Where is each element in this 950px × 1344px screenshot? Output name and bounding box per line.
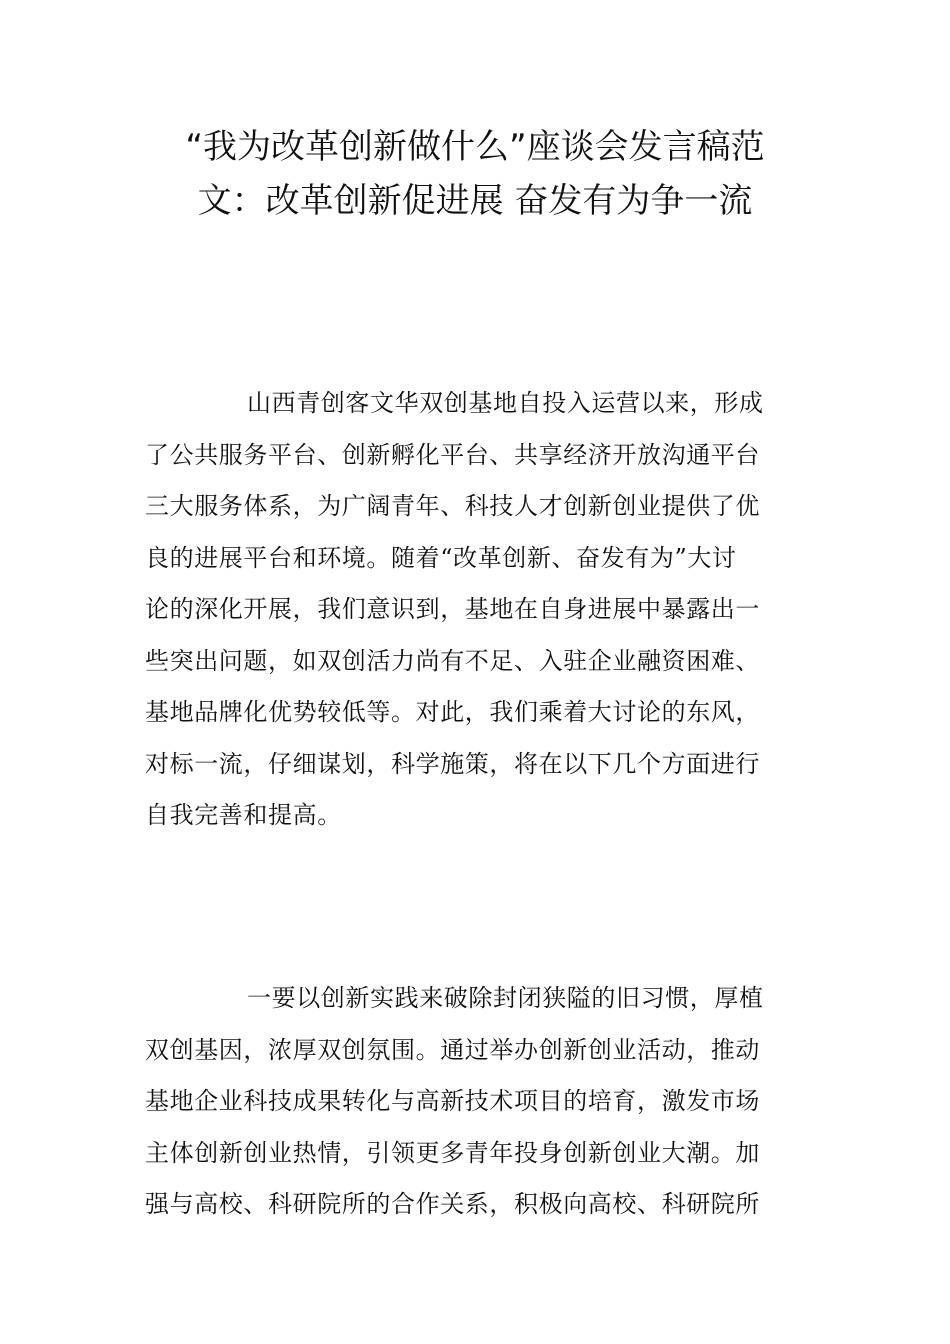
document-title <box>145 120 805 228</box>
paragraph-line: 山西青创客文华双创基地自投入运营以来，形成 <box>247 389 764 417</box>
title-line: “我为改革创新做什么”座谈会发言稿范 <box>185 127 765 167</box>
paragraph-line: 基地企业科技成果转化与高新技术项目的培育，激发市场 <box>145 1087 760 1115</box>
paragraph-line: 论的深化开展，我们意识到，基地在自身进展中暴露出一 <box>145 595 760 623</box>
paragraph-line: 基地品牌化优势较低等。对此，我们乘着大讨论的东风， <box>145 698 760 726</box>
paragraph-line: 强与高校、科研院所的合作关系，积极向高校、科研院所 <box>145 1190 760 1218</box>
paragraph-line: 良的进展平台和环境。随着“改革创新、奋发有为”大讨 <box>145 543 737 572</box>
paragraph-line: 双创基因，浓厚双创氛围。通过举办创新创业活动，推动 <box>145 1035 760 1064</box>
body-paragraph-1 <box>145 378 805 842</box>
body-paragraph-2 <box>145 973 805 1231</box>
paragraph-line: 对标一流，仔细谋划，科学施策，将在以下几个方面进行 <box>145 749 760 778</box>
title-line: 文：改革创新促进展 奋发有为争一流 <box>197 181 753 221</box>
paragraph-line: 三大服务体系，为广阔青年、科技人才创新创业提供了优 <box>145 492 760 520</box>
paragraph-line: 一要以创新实践来破除封闭狭隘的旧习惯，厚植 <box>247 984 764 1012</box>
paragraph-line: 了公共服务平台、创新孵化平台、共享经济开放沟通平台 <box>145 440 760 469</box>
paragraph-line: 自我完善和提高。 <box>145 801 342 829</box>
paragraph-line: 主体创新创业热情，引领更多青年投身创新创业大潮。加 <box>145 1138 760 1167</box>
paragraph-line: 些突出问题，如双创活力尚有不足、入驻企业融资困难、 <box>145 646 760 675</box>
